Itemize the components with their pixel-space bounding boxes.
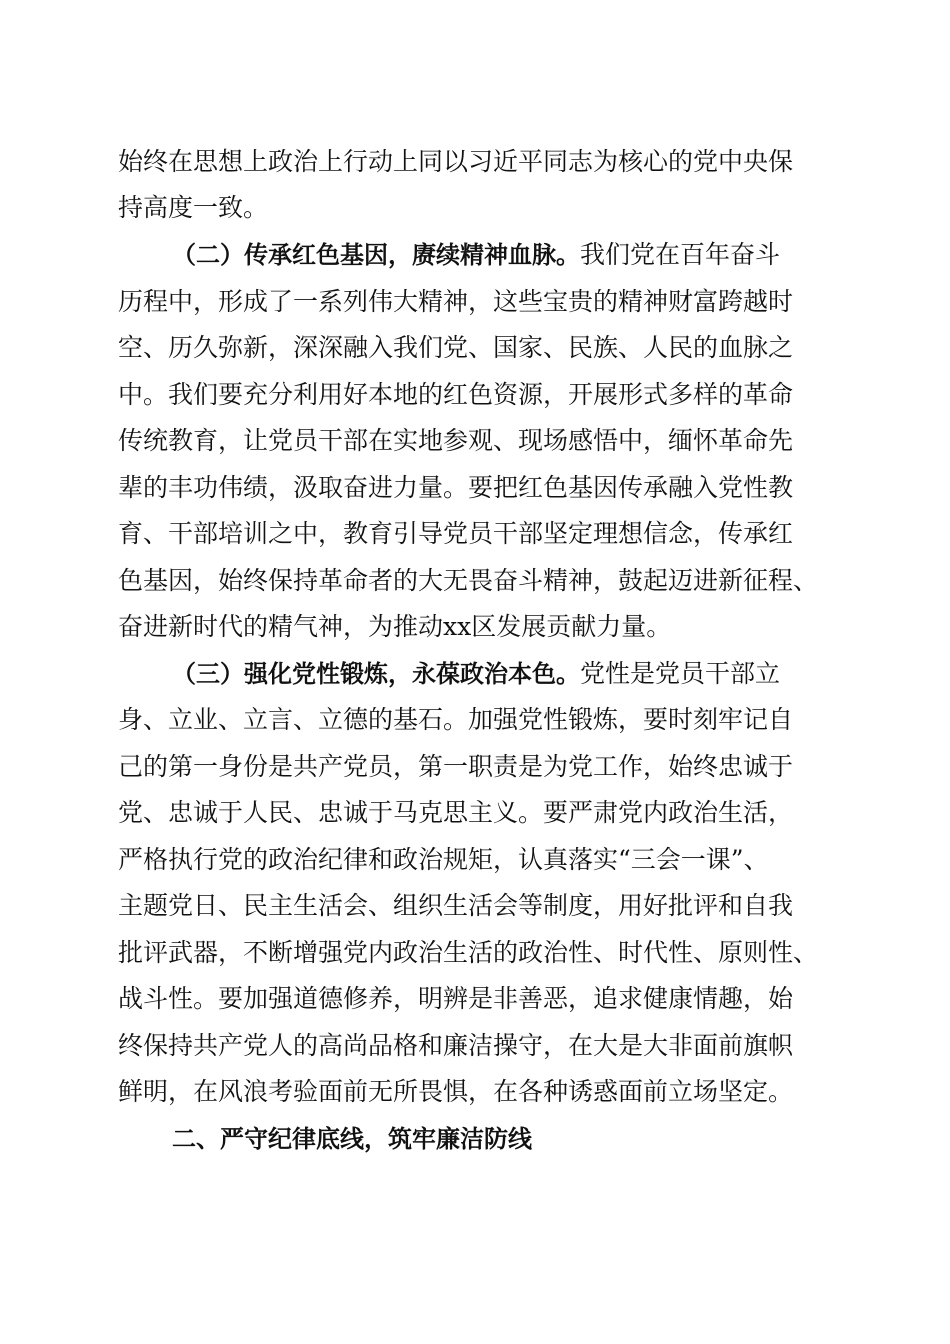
text-run: 主题党日、民主生活会、组织生活会等制度，用好批评和自我 <box>118 891 794 920</box>
text-run: 中。我们要充分利用好本地的红色资源，开展形式多样的革命 <box>118 380 794 409</box>
text-line <box>0 511 950 557</box>
text-line <box>0 837 950 883</box>
text-line <box>0 883 950 929</box>
text-run: 持高度一致。 <box>118 193 269 222</box>
subsection-heading: （二）传承红色基因，赓续精神血脉。 <box>172 241 580 269</box>
section-heading-line <box>0 1116 950 1162</box>
text-run: 己的第一身份是共产党员，第一职责是为党工作，始终忠诚于 <box>118 752 794 781</box>
text-run: 育、干部培训之中，教育引导党员干部坚定理想信念，传承红 <box>118 519 794 548</box>
text-run: 传统教育，让党员干部在实地参观、现场感悟中，缅怀革命先 <box>118 426 794 455</box>
text-run: 党、忠诚于人民、忠诚于马克思主义。要严肃党内政治生活， <box>118 798 794 827</box>
section-heading-line <box>0 651 950 697</box>
text-line <box>0 744 950 790</box>
text-line <box>0 790 950 836</box>
text-run: 色基因，始终保持革命者的大无畏奋斗精神，鼓起迈进新征程、 <box>118 566 819 595</box>
text-run: 辈的丰功伟绩，汲取奋进力量。要把红色基因传承融入党性教 <box>118 473 794 502</box>
text-line <box>0 976 950 1022</box>
text-line <box>0 418 950 464</box>
text-line <box>0 558 950 604</box>
text-line <box>0 697 950 743</box>
text-line <box>0 279 950 325</box>
text-run: 历程中，形成了一系列伟大精神，这些宝贵的精神财富跨越时 <box>118 287 794 316</box>
text-run: 空、历久弥新，深深融入我们党、国家、民族、人民的血脉之 <box>118 333 794 362</box>
section-heading: 二、严守纪律底线，筑牢廉洁防线 <box>172 1125 532 1153</box>
text-run: 始终在思想上政治上行动上同以习近平同志为核心的党中央保 <box>118 147 794 176</box>
text-run: 奋进新时代的精气神，为推动xx区发展贡献力量。 <box>118 612 672 641</box>
section-heading-line <box>0 232 950 278</box>
text-run: 终保持共产党人的高尚品格和廉洁操守，在大是大非面前旗帜 <box>118 1031 794 1060</box>
text-line <box>0 465 950 511</box>
text-run: 身、立业、立言、立德的基石。加强党性锻炼，要时刻牢记自 <box>118 705 794 734</box>
text-run: 鲜明，在风浪考验面前无所畏惧，在各种诱惑面前立场坚定。 <box>118 1077 794 1106</box>
text-line <box>0 185 950 231</box>
subsection-heading: （三）强化党性锻炼，永葆政治本色。 <box>172 660 580 688</box>
text-run: 我们党在百年奋斗 <box>580 240 781 269</box>
text-line <box>0 325 950 371</box>
text-line <box>0 930 950 976</box>
text-line <box>0 1069 950 1115</box>
text-line <box>0 139 950 185</box>
text-line <box>0 1023 950 1069</box>
text-line <box>0 604 950 650</box>
text-run: 战斗性。要加强道德修养，明辨是非善恶，追求健康情趣，始 <box>118 984 794 1013</box>
text-run: 党性是党员干部立 <box>580 659 781 688</box>
text-run: 严格执行党的政治纪律和政治规矩，认真落实“三会一课”、 <box>118 845 769 874</box>
text-run: 批评武器，不断增强党内政治生活的政治性、时代性、原则性、 <box>118 938 819 967</box>
text-line <box>0 372 950 418</box>
